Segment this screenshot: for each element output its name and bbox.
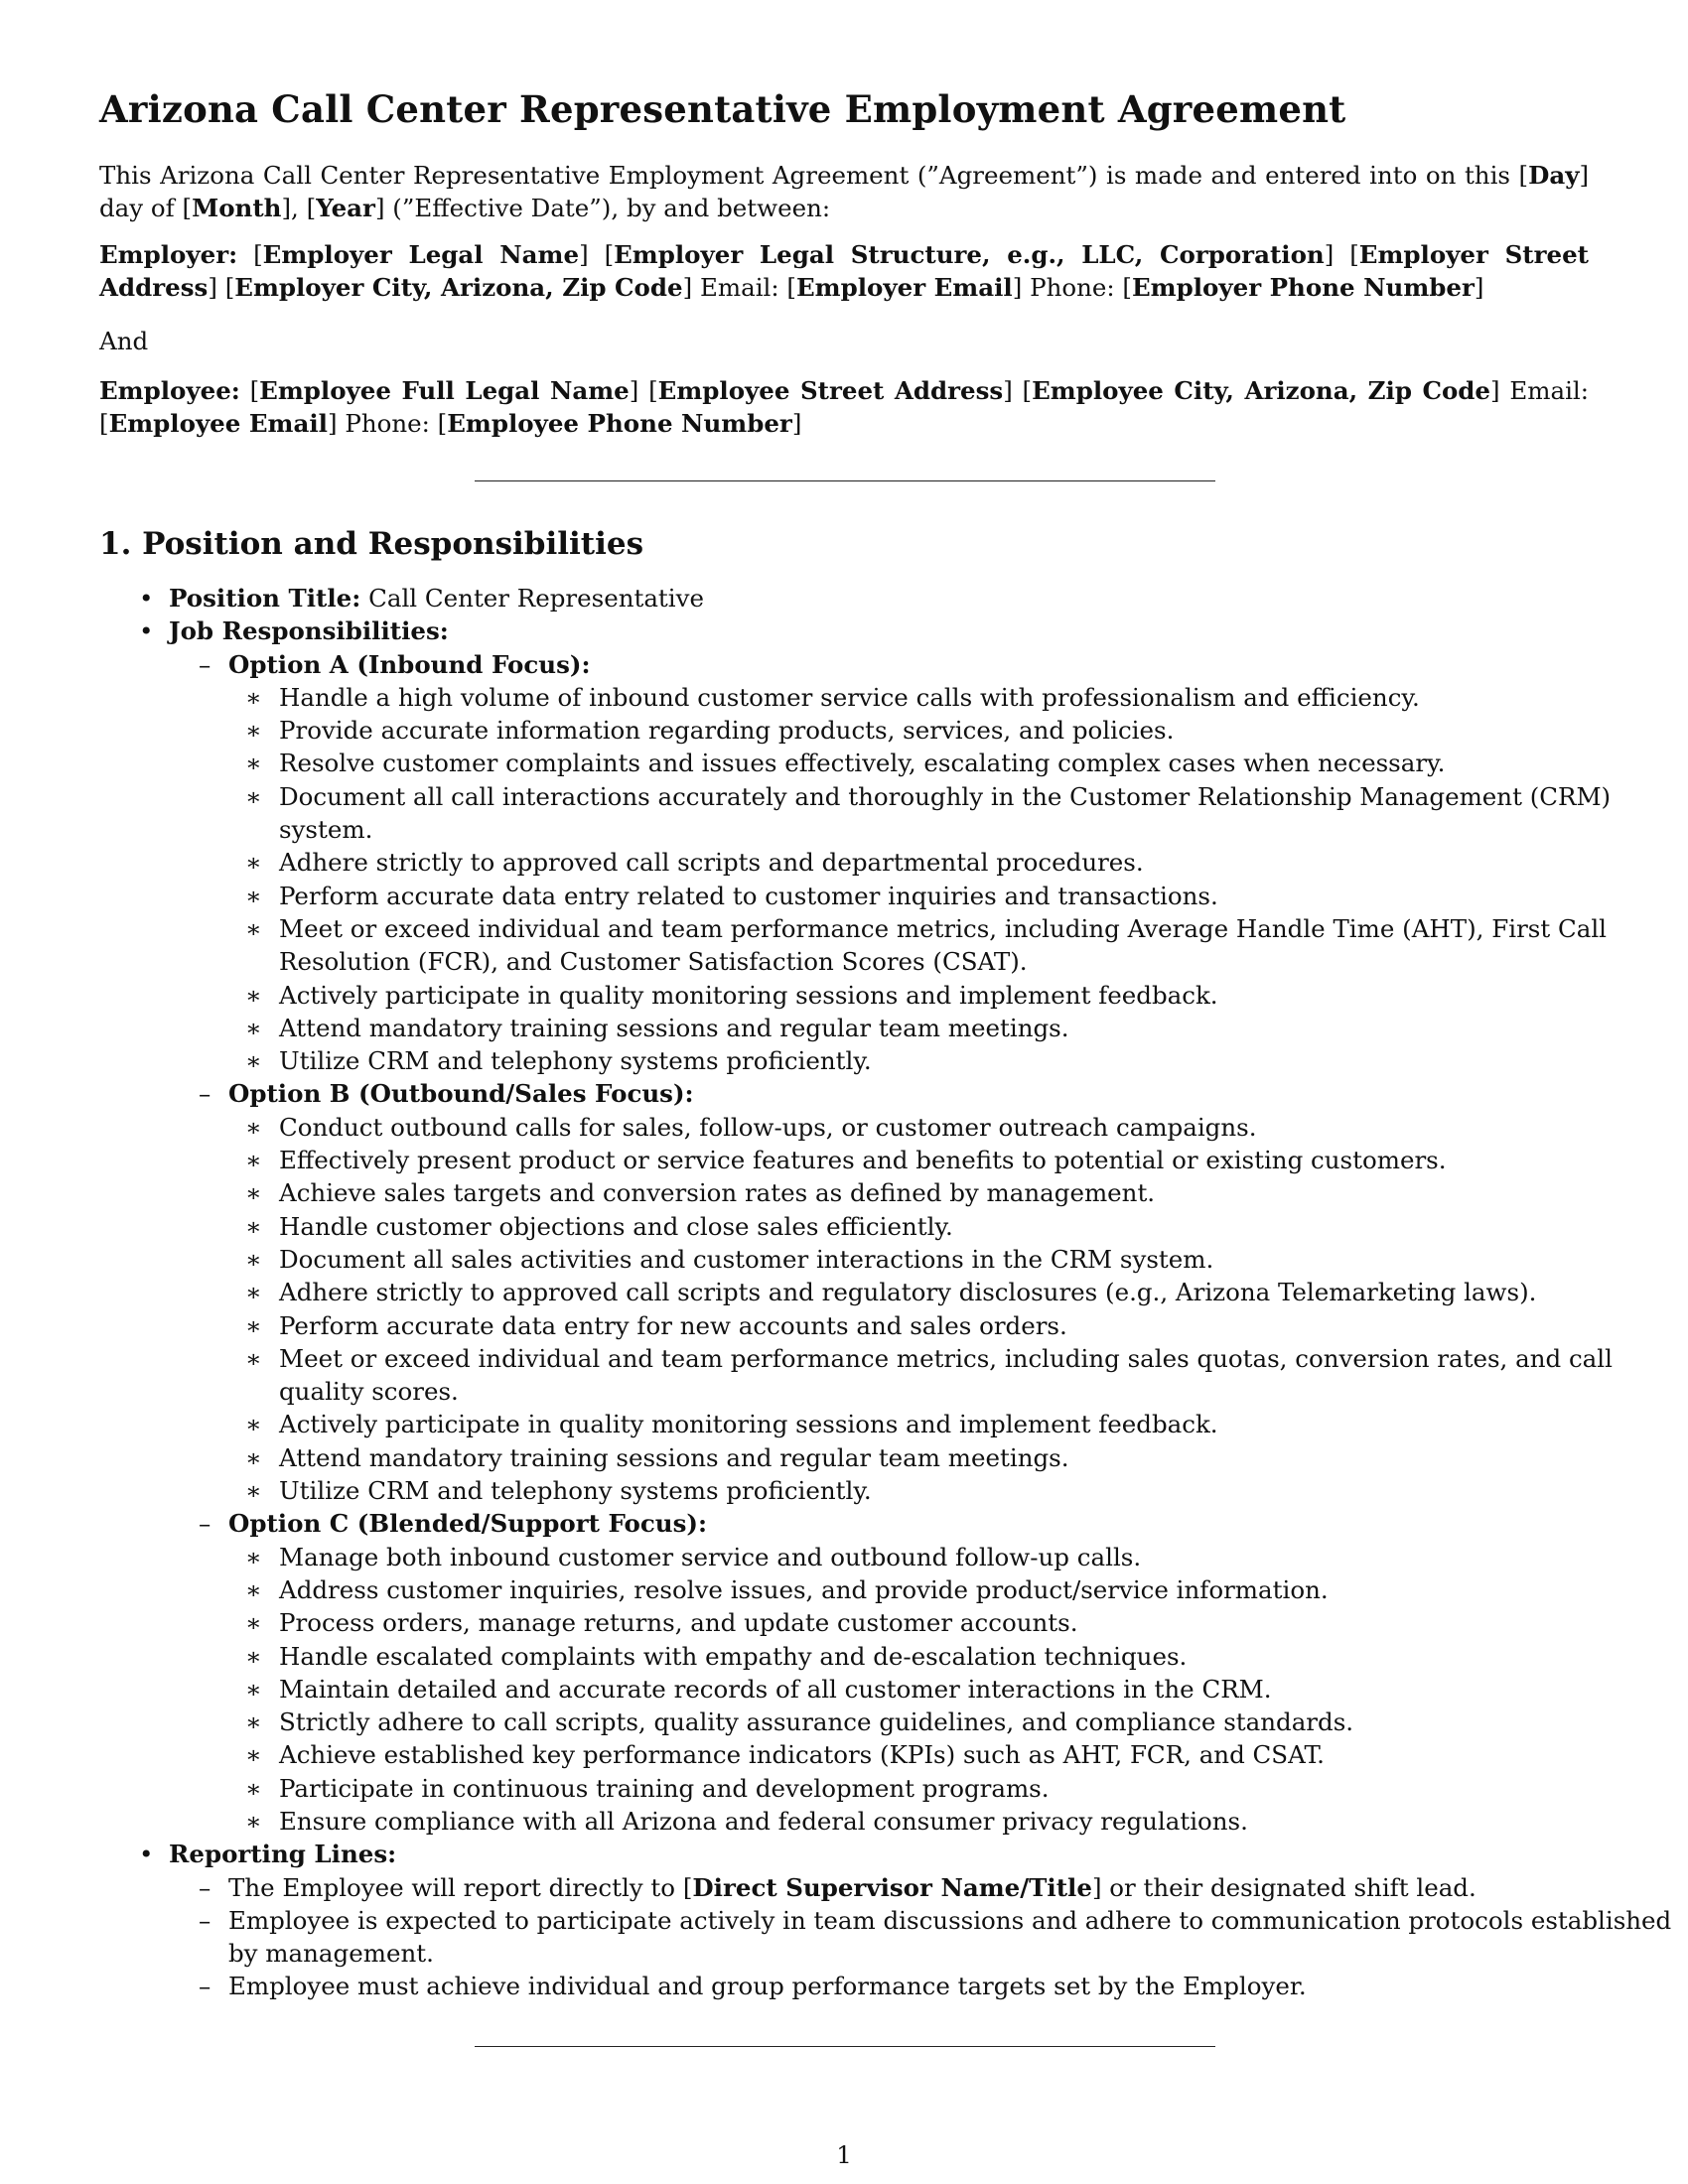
star-marker: ∗ [245,980,262,1010]
dash-marker: – [199,1509,211,1539]
employee-phone: Employee Phone Number [447,409,792,438]
star-marker: ∗ [245,749,262,778]
list-item: ∗ Document all sales activities and customer interactions in the CRM system. [99,1243,1589,1276]
list-item: ∗ Conduct outbound calls for sales, follow-ups, or customer outreach campaigns. [99,1111,1589,1144]
list-item: ∗ Provide accurate information regarding products, services, and policies. [99,714,1589,747]
list-item: ∗ Process orders, manage returns, and update customer accounts. [99,1606,1589,1639]
employee-city: Employee City, Arizona, Zip Code [1032,376,1491,405]
dash-marker: – [199,1079,211,1109]
list-item: – Employee must achieve individual and group performance targets set by the Employer. [99,1970,1589,2002]
option-c-heading: – Option C (Blended/Support Focus): [99,1507,1589,1540]
star-marker: ∗ [245,781,262,811]
star-marker: ∗ [245,1178,262,1208]
list-item: • Reporting Lines: [99,1838,1589,1870]
option-a-heading: – Option A (Inbound Focus): [99,648,1589,681]
star-marker: ∗ [245,1641,262,1671]
list-item: ∗ Ensure compliance with all Arizona and federal consumer privacy regulations. [99,1805,1589,1838]
list-item: ∗ Meet or exceed individual and team performance metrics, including Average Handle Time (AHT), First Call [99,912,1589,945]
list-item: ∗ Utilize CRM and telephony systems proficiently. [99,1474,1589,1507]
list-item: ∗ Actively participate in quality monitoring sessions and implement feedback. [99,979,1589,1012]
star-marker: ∗ [245,1476,262,1506]
star-marker: ∗ [245,1442,262,1472]
list-item: ∗ Strictly adhere to call scripts, quality assurance guidelines, and compliance standards. [99,1706,1589,1738]
list-item: ∗ Handle customer objections and close sales efficiently. [99,1210,1589,1243]
and-word: And [99,327,149,355]
star-marker: ∗ [245,716,262,746]
dash-marker: – [199,1872,211,1902]
bullet-marker: • [139,584,154,613]
star-marker: ∗ [245,1013,262,1042]
document-title: Arizona Call Center Representative Employment Agreement [99,87,1346,131]
employer-block: Employer: [Employer Legal Name] [Employer Legal Structure, e.g., LLC, Corporation] [Employer Street Address] [Employer City, Arizona, Zip Code] Email: [Employer Email] Phone: [Employer Phone Number] [99,240,1589,302]
list-item: ∗ Achieve established key performance indicators (KPIs) such as AHT, FCR, and CSAT. [99,1738,1589,1771]
section-heading: 1. Position and Responsibilities [99,526,644,562]
employer-street: Employer Street Address [99,240,1589,302]
list-item: ∗ Actively participate in quality monitoring sessions and implement feedback. [99,1408,1589,1440]
star-marker: ∗ [245,1310,262,1340]
employee-label: Employee: [99,376,240,405]
list-item: ∗ Document all call interactions accurately and thoroughly in the Customer Relationship Management (CRM) [99,780,1589,813]
list-item: ∗ Participate in continuous training and development programs. [99,1772,1589,1805]
star-marker: ∗ [245,1244,262,1274]
day-placeholder: Day [1528,161,1580,190]
list-item: ∗ Handle a high volume of inbound customer service calls with professionalism and efficiency. [99,681,1589,714]
star-marker: ∗ [245,913,262,943]
list-item: • Position Title: Call Center Representative [99,582,1589,614]
employee-email: Employee Email [108,409,328,438]
intro-paragraph: This Arizona Call Center Representative Employment Agreement (”Agreement”) is made and entered into on this [Day] day of [Month], [Year] (”Effective Date”), by and between: [99,161,1589,222]
horizontal-rule [475,2046,1215,2047]
star-marker: ∗ [245,1542,262,1571]
list-item: – Employee is expected to participate actively in team discussions and adhere to communication protocols established [99,1904,1589,1937]
list-item: – The Employee will report directly to [Direct Supervisor Name/Title] or their designated shift lead. [99,1871,1589,1904]
employee-street: Employee Street Address [657,376,1004,405]
employee-block: Employee: [Employee Full Legal Name] [Employee Street Address] [Employee City, Arizona, Zip Code] Email: [Employee Email] Phone: [Employee Phone Number] [99,376,1590,438]
employer-label: Employer: [99,240,238,269]
list-item-continuation: quality scores. [279,1377,459,1407]
employer-legal-structure: Employer Legal Structure, e.g., LLC, Corporation [614,240,1325,269]
star-marker: ∗ [245,848,262,878]
list-item: ∗ Attend mandatory training sessions and regular team meetings. [99,1012,1589,1044]
list-item: ∗ Handle escalated complaints with empathy and de-escalation techniques. [99,1640,1589,1673]
employer-city: Employer City, Arizona, Zip Code [234,273,683,302]
list-item-continuation: Resolution (FCR), and Customer Satisfaction Scores (CSAT). [279,947,1028,977]
employer-phone: Employer Phone Number [1132,273,1475,302]
star-marker: ∗ [245,1410,262,1439]
employee-legal-name: Employee Full Legal Name [259,376,630,405]
star-marker: ∗ [245,682,262,712]
star-marker: ∗ [245,881,262,910]
dash-marker: – [199,649,211,679]
list-item: ∗ Adhere strictly to approved call scripts and departmental procedures. [99,846,1589,879]
star-marker: ∗ [245,1806,262,1836]
list-item: ∗ Effectively present product or service features and benefits to potential or existing customers. [99,1144,1589,1176]
list-item: ∗ Meet or exceed individual and team performance metrics, including sales quotas, conversion rates, and call [99,1342,1589,1375]
star-marker: ∗ [245,1146,262,1175]
list-item: ∗ Resolve customer complaints and issues effectively, escalating complex cases when necessary. [99,747,1589,779]
responsibilities-list [99,582,1672,2003]
list-item-continuation: system. [279,815,373,845]
star-marker: ∗ [245,1046,262,1076]
dash-marker: – [199,1972,211,2001]
list-item: ∗ Address customer inquiries, resolve issues, and provide product/service information. [99,1573,1589,1606]
list-item: ∗ Adhere strictly to approved call scripts and regulatory disclosures (e.g., Arizona Telemarketing laws). [99,1276,1589,1308]
list-item: • Job Responsibilities: [99,614,1589,647]
list-item: ∗ Attend mandatory training sessions and regular team meetings. [99,1441,1589,1474]
year-placeholder: Year [316,194,375,222]
horizontal-rule [475,480,1215,481]
star-marker: ∗ [245,1674,262,1704]
dash-marker: – [199,1905,211,1935]
star-marker: ∗ [245,1278,262,1307]
option-b-heading: – Option B (Outbound/Sales Focus): [99,1077,1589,1110]
employer-legal-name: Employer Legal Name [262,240,580,269]
star-marker: ∗ [245,1707,262,1737]
star-marker: ∗ [245,1740,262,1770]
list-item: ∗ Perform accurate data entry related to customer inquiries and transactions. [99,880,1589,912]
bullet-marker: • [139,1840,154,1869]
list-item: ∗ Achieve sales targets and conversion rates as defined by management. [99,1176,1589,1209]
list-item: ∗ Perform accurate data entry for new accounts and sales orders. [99,1309,1589,1342]
employer-email: Employer Email [796,273,1013,302]
supervisor-placeholder: Direct Supervisor Name/Title [692,1872,1092,1902]
bullet-marker: • [139,616,154,646]
list-item: ∗ Utilize CRM and telephony systems proficiently. [99,1044,1589,1077]
month-placeholder: Month [192,194,282,222]
star-marker: ∗ [245,1112,262,1142]
star-marker: ∗ [245,1343,262,1373]
star-marker: ∗ [245,1211,262,1241]
list-item: ∗ Maintain detailed and accurate records of all customer interactions in the CRM. [99,1673,1589,1706]
page-number: 1 [836,2140,852,2169]
list-item: ∗ Manage both inbound customer service and outbound follow-up calls. [99,1541,1589,1573]
star-marker: ∗ [245,1773,262,1803]
star-marker: ∗ [245,1608,262,1638]
list-item-continuation: by management. [228,1939,434,1969]
star-marker: ∗ [245,1574,262,1604]
